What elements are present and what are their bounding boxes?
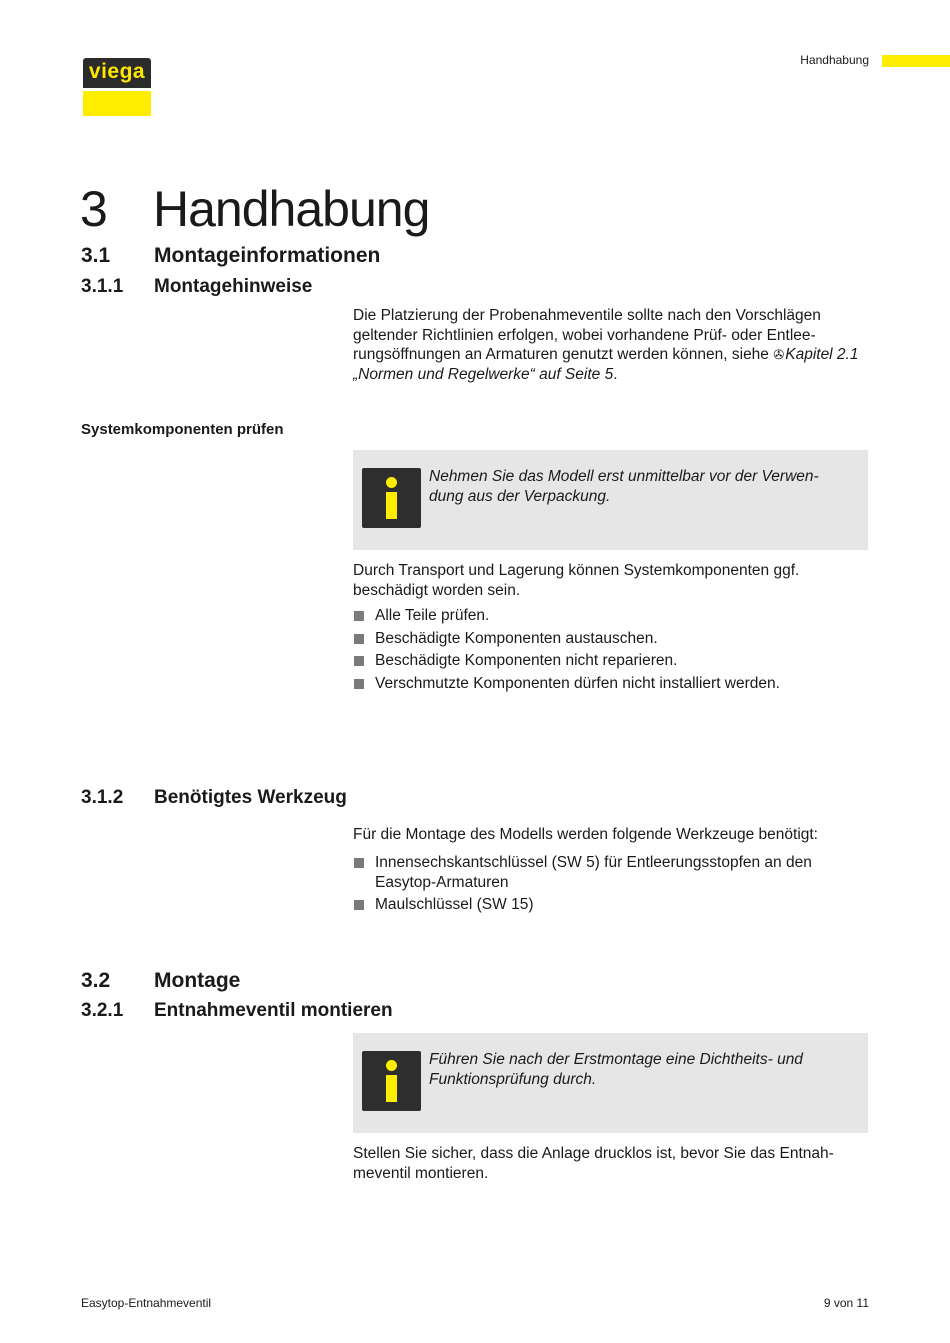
section-3-2-title: Montage: [154, 969, 241, 992]
list-item-text: Maulschlüssel (SW 15): [375, 896, 534, 913]
info-icon-stem: [386, 1075, 397, 1102]
list-item: [353, 606, 863, 626]
list-item-text: Innensechskantschlüssel (SW 5) für Entleerungsstopfen an den Easytop-Armaturen: [375, 854, 812, 891]
list-item-text: Beschädigte Komponenten nicht reparieren.: [375, 652, 678, 669]
info-text-leak-test: Führen Sie nach der Erstmontage eine Dichtheits- und Funktionsprüfung durch.: [429, 1051, 803, 1088]
section-3-2-number: 3.2: [81, 969, 111, 992]
list-item: [353, 853, 863, 892]
link-arrow-icon: ✇: [773, 347, 785, 362]
list-item: [353, 674, 863, 694]
viega-logo: [83, 58, 151, 116]
bullet-square-icon: [354, 858, 364, 868]
info-icon: [362, 1051, 421, 1111]
section-3-1-number: 3.1: [81, 244, 111, 267]
info-icon-dot: [386, 477, 397, 488]
list-item-text: Alle Teile prüfen.: [375, 607, 490, 624]
tool-list: [353, 853, 863, 918]
bullet-square-icon: [354, 656, 364, 666]
info-text-unpack: Nehmen Sie das Modell erst unmittelbar vor der Verwen-dung aus der Verpackung.: [429, 468, 819, 505]
section-3-1-1-number: 3.1.1: [81, 276, 124, 297]
bullet-square-icon: [354, 900, 364, 910]
info-icon-dot: [386, 1060, 397, 1071]
logo-dark-block: [83, 58, 151, 88]
info-icon-stem: [386, 492, 397, 519]
logo-text: viega: [88, 60, 146, 83]
paragraph-text: Die Platzierung der Probenahmeventile sollte nach den Vorschlägen geltender Richtlinien erfolgen, wobei vorhandene Prüf- oder Entlee-rungsöffnungen an Armaturen genutzt werden können, siehe: [353, 307, 821, 363]
list-item: [353, 895, 863, 915]
list-item: [353, 629, 863, 649]
bullet-square-icon: [354, 679, 364, 689]
list-item: [353, 651, 863, 671]
section-3-1-1-title: Montagehinweise: [154, 276, 313, 297]
chapter-title: Handhabung: [153, 181, 430, 237]
footer-page-number: 9 von 11: [823, 1296, 869, 1310]
logo-yellow-block: [83, 91, 151, 116]
chapter-reference-link[interactable]: Kapitel 2.1 „Normen und Regelwerke“ auf Seite 5: [353, 346, 859, 383]
info-box-unpack: [353, 450, 868, 550]
header-accent-bar: [882, 55, 950, 67]
chapter-number: 3: [80, 181, 107, 237]
paragraph-end: .: [613, 365, 618, 383]
montagehinweise-paragraph: [353, 306, 863, 384]
section-3-1-2-title: Benötigtes Werkzeug: [154, 787, 347, 808]
list-item-text: Verschmutzte Komponenten dürfen nicht installiert werden.: [375, 674, 780, 692]
info-box-leak-test: [353, 1033, 868, 1133]
section-3-2-1-number: 3.2.1: [81, 1000, 124, 1021]
bullet-square-icon: [354, 634, 364, 644]
system-check-list: [353, 606, 863, 696]
section-3-1-title: Montageinformationen: [154, 244, 381, 267]
header-section-label: Handhabung: [800, 53, 869, 67]
footer-product-name: Easytop-Entnahmeventil: [81, 1296, 212, 1310]
pressure-paragraph: Stellen Sie sicher, dass die Anlage drucklos ist, bevor Sie das Entnah-meventil montieren.: [353, 1145, 834, 1182]
transport-paragraph: Durch Transport und Lagerung können Systemkomponenten ggf. beschädigt worden sein.: [353, 562, 800, 599]
bullet-square-icon: [354, 611, 364, 621]
section-3-1-2-number: 3.1.2: [81, 787, 124, 808]
list-item-text: Beschädigte Komponenten austauschen.: [375, 629, 658, 647]
info-icon: [362, 468, 421, 528]
werkzeug-paragraph: Für die Montage des Modells werden folgende Werkzeuge benötigt:: [353, 826, 818, 843]
system-check-label: Systemkomponenten prüfen: [81, 421, 284, 438]
section-3-2-1-title: Entnahmeventil montieren: [154, 1000, 393, 1021]
